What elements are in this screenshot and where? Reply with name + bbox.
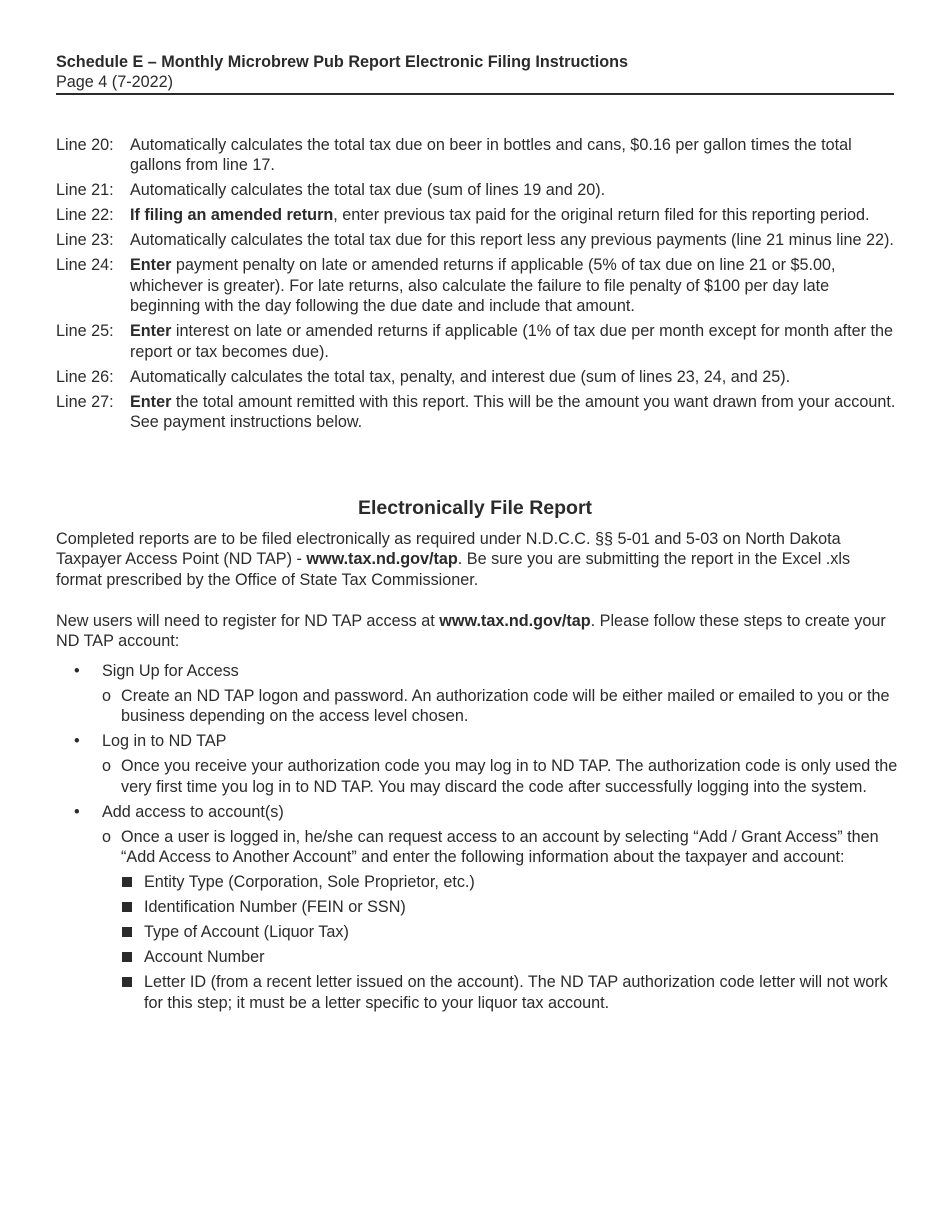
line-item: Line 21: Automatically calculates the total tax due (sum of lines 19 and 20). <box>56 181 606 200</box>
line-item: Line 23: Automatically calculates the total tax due for this report less any previous payments (line 21 minus line 22). <box>56 231 894 250</box>
page-number: Page 4 (7-2022) <box>56 73 173 91</box>
bullet-icon: • <box>74 732 80 751</box>
info-item: Account Number <box>56 947 898 967</box>
document-title: Schedule E – Monthly Microbrew Pub Report Electronic Filing Instructions <box>56 53 629 71</box>
line-item: Line 25: Enter interest on late or amended returns if applicable (1% of tax due per month except for month after the report or tax becomes due). <box>56 322 894 361</box>
line-item: Line 22: If filing an amended return, enter previous tax paid for the original return filed for this reporting period. <box>56 206 870 225</box>
tap-link: www.tax.nd.gov/tap <box>439 612 591 630</box>
filing-paragraph: Completed reports are to be filed electronically as required under N.D.C.C. §§ 5-01 and 5-03 on North Dakota Taxpayer Access Point (ND TAP) - www.tax.nd.gov/tap. Be sure you are submitting the report in the Excel .xls format prescribed by the Office of State Tax Commissioner. <box>56 530 851 589</box>
bullet-icon: • <box>74 662 80 680</box>
line-item: Line 20: Automatically calculates the total tax due on beer in bottles and cans, $0.16 per gallon times the total gallons from line 17. <box>56 136 852 175</box>
square-bullet-icon <box>122 927 132 937</box>
list-item: • Sign Up for Access <box>56 661 898 681</box>
square-bullet-icon <box>122 977 132 987</box>
sub-list-item: o Once you receive your authorization code you may log in to ND TAP. The authorization code is only used the very first time you log in to ND TAP. You may discard the code after successfully logging into the system. <box>102 757 898 796</box>
tap-link: www.tax.nd.gov/tap <box>306 550 458 569</box>
info-item: Entity Type (Corporation, Sole Proprietor, etc.) <box>56 872 898 892</box>
circle-bullet-icon: o <box>102 827 112 846</box>
circle-bullet-icon: o <box>102 757 112 776</box>
info-item: Type of Account (Liquor Tax) <box>56 922 898 942</box>
new-users-paragraph: New users will need to register for ND TAP access at www.tax.nd.gov/tap. Please follow these steps to create your ND TAP account: <box>56 612 886 651</box>
list-item: • Log in to ND TAP <box>56 731 898 751</box>
square-bullet-icon <box>122 902 132 912</box>
square-bullet-icon <box>122 952 132 962</box>
line-item: Line 24: Enter payment penalty on late or amended returns if applicable (5% of tax due on line 21 or $5.00, whichever is greater). For late returns, also calculate the failure to file penalty of $100 per day late beginning with the day following the due date and include that amount. <box>56 256 836 316</box>
square-bullet-icon <box>122 877 132 887</box>
info-item: Letter ID (from a recent letter issued on the account). The ND TAP authorization code letter will not work for this step; it must be a letter specific to your liquor tax account. <box>56 972 898 1013</box>
signup-steps <box>56 661 898 1018</box>
page-header <box>56 52 894 95</box>
circle-bullet-icon: o <box>102 687 112 705</box>
line-instructions <box>56 135 898 437</box>
bullet-icon: • <box>74 802 80 821</box>
list-item: • Add access to account(s) <box>56 802 898 822</box>
sub-list-item: o Create an ND TAP logon and password. An authorization code will be either mailed or emailed to you or the business depending on the access level chosen. <box>102 687 890 726</box>
line-item: Line 26: Automatically calculates the total tax, penalty, and interest due (sum of lines 23, 24, and 25). <box>56 367 791 386</box>
sub-list-item: o Once a user is logged in, he/she can request access to an account by selecting “Add / Grant Access” then “Add Access to Another Account” and enter the following information about the taxpayer and account: <box>102 827 879 867</box>
line-item: Line 27: Enter the total amount remitted with this report. This will be the amount you want drawn from your account. See payment instructions below. <box>56 392 896 432</box>
info-item: Identification Number (FEIN or SSN) <box>56 897 898 917</box>
section-heading: Electronically File Report <box>357 497 593 519</box>
